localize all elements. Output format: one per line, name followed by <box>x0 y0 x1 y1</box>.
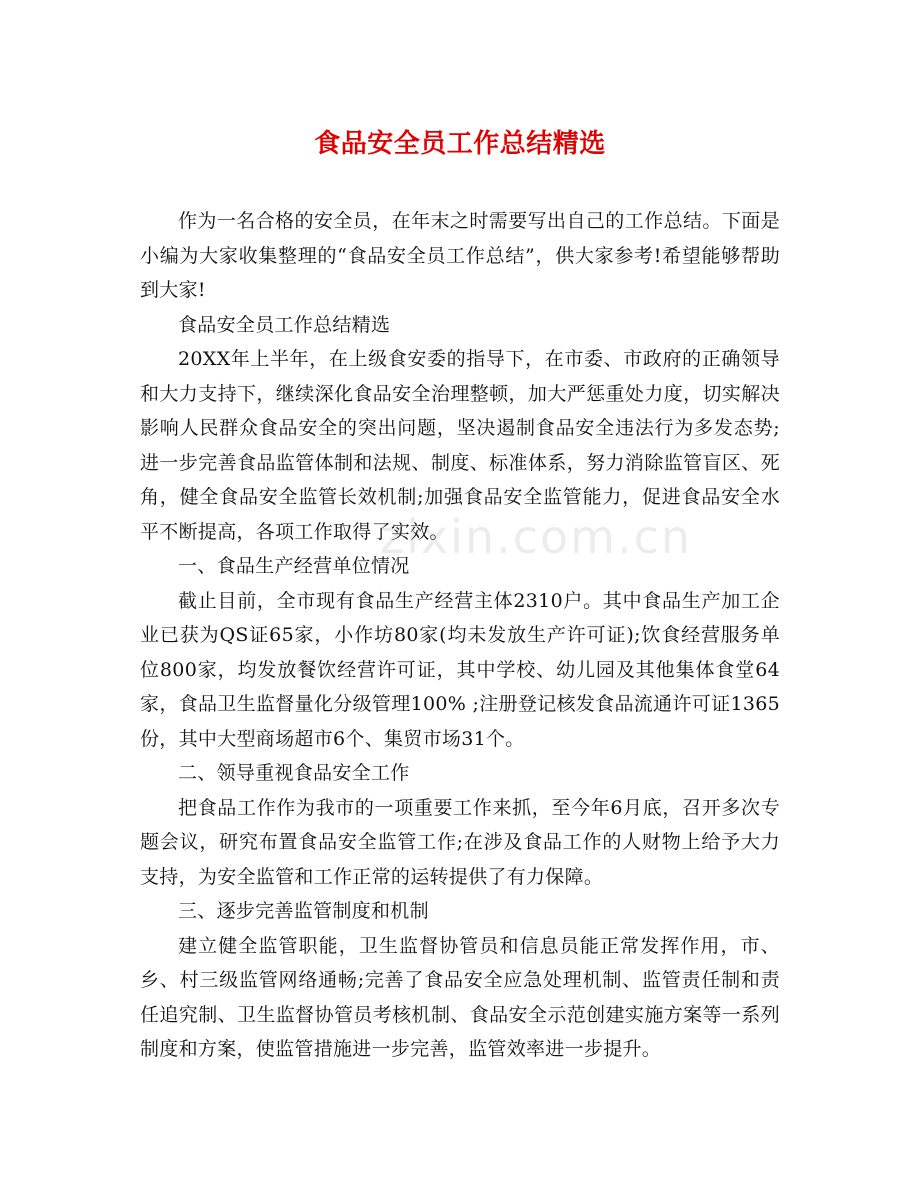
section-paragraph-3: 建立健全监管职能，卫生监督协管员和信息员能正常发挥作用，市、乡、村三级监管网络通畅;完善了食品安全应急处理机制、监管责任制和责任追究制、卫生监督协管员考核机制、食品安全示范创建实施方案等一系列制度和方案，使监管措施进一步完善，监管效率进一步提升。 <box>140 934 780 1060</box>
section-heading-3: 三、逐步完善监管制度和机制 <box>178 900 429 922</box>
document-title: 食品安全员工作总结精选 <box>314 129 606 159</box>
overview-paragraph: 20XX年上半年，在上级食安委的指导下，在市委、市政府的正确领导和大力支持下，继续深化食品安全治理整顿，加大严惩重处力度，切实解决影响人民群众食品安全的突出问题，坚决遏制食品安全违法行为多发态势;进一步完善食品监管体制和法规、制度、标准体系，努力消除监管盲区、死角，健全食品安全监管长效机制;加强食品安全监管能力，促进食品安全水平不断提高，各项工作取得了实效。 <box>140 348 780 543</box>
section-paragraph-2: 把食品工作作为我市的一项重要工作来抓，至今年6月底，召开多次专题会议，研究布置食品安全监管工作;在涉及食品工作的人财物上给予大力支持，为安全监管和工作正常的运转提供了有力保障。 <box>140 796 780 888</box>
subtitle-paragraph: 食品安全员工作总结精选 <box>178 313 391 336</box>
watermark-text: zixin.com.cn <box>380 510 693 564</box>
section-paragraph-1: 截止目前，全市现有食品生产经营主体2310户。其中食品生产加工企业已获为QS证65家，小作坊80家(均未发放生产许可证);饮食经营服务单位800家，均发放餐饮经营许可证，其中学校、幼儿园及其他集体食堂64家，食品卫生监督量化分级管理100% ;注册登记核发食品流通许可证1365份，其中大型商场超市6个、集贸市场31个。 <box>140 589 780 750</box>
intro-paragraph: 作为一名合格的安全员，在年末之时需要写出自己的工作总结。下面是小编为大家收集整理的“食品安全员工作总结”，供大家参考!希望能够帮助到大家! <box>140 210 780 301</box>
section-heading-1: 一、食品生产经营单位情况 <box>178 555 410 577</box>
document-body <box>140 204 780 1067</box>
section-heading-2: 二、领导重视食品安全工作 <box>178 762 410 784</box>
